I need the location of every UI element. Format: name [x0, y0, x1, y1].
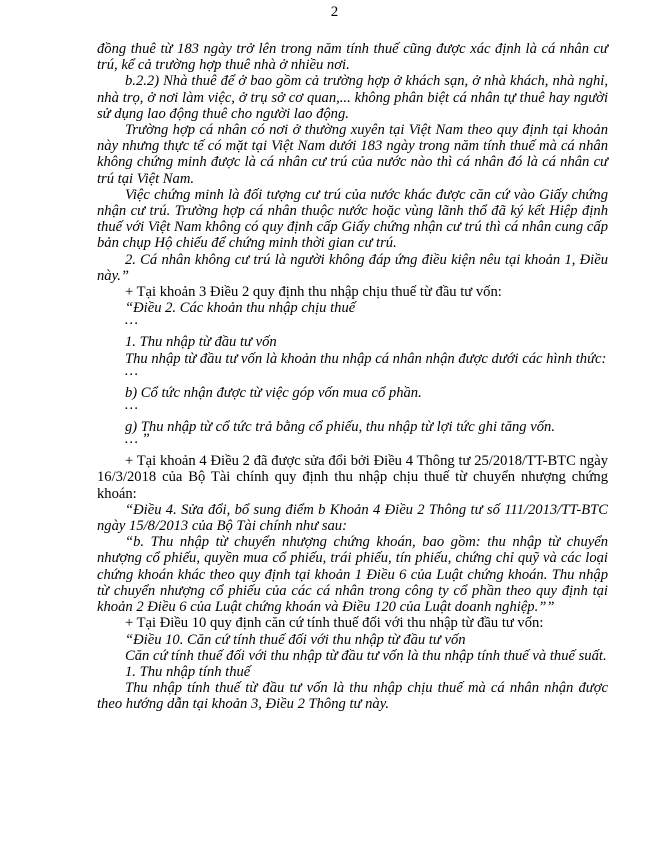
- paragraph-clause4-intro: + Tại khoản 4 Điều 2 đã được sửa đổi bởi Điều 4 Thông tư 25/2018/TT-BTC ngày 16/3/2018 của Bộ Tài chính quy định thu nhập chịu thuế từ chuyển nhượng chứng khoán:: [97, 453, 608, 502]
- paragraph-article10-intro: + Tại Điều 10 quy định căn cứ tính thuế đối với thu nhập từ đầu tư vốn:: [125, 615, 544, 632]
- quote-item-b-dividends: b) Cổ tức nhận được từ việc góp vốn mua cổ phần.: [125, 384, 422, 401]
- quote-article2-heading: “Điều 2. Các khoản thu nhập chịu thuế: [125, 300, 356, 317]
- paragraph-residence-certificate: Việc chứng minh là đối tượng cư trú của nước khác được căn cứ vào Giấy chứng nhận cư trú. Trường hợp cá nhân thuộc nước hoặc vùng lãnh thổ đã ký kết Hiệp định thuế với Việt Nam không có quy định cấp Giấy chứng nhận cư trú thì cá nhân cung cấp bản chụp Hộ chiếu để chứng minh thời gian cư trú.: [97, 186, 608, 252]
- paragraph-resident-lease-continued: đồng thuê từ 183 ngày trở lên trong năm tính thuế cũng được xác định là cá nhân cư trú, kể cả trường hợp thuê nhà ở nhiều nơi.: [97, 41, 608, 74]
- ellipsis: …: [125, 362, 138, 379]
- quote-securities-transfer-income: “b. Thu nhập từ chuyển nhượng chứng khoán, bao gồm: thu nhập từ chuyển nhượng cổ phiếu, quyền mua cổ phiếu, trái phiếu, tín phiếu, chứng chỉ quỹ và các loại chứng khoán khác theo quy định tại khoản 1 Điều 6 của Luật chứng khoán. Thu nhập từ chuyển nhượng cổ phiếu của các cá nhân trong công ty cổ phần theo quy định tại khoản 2 Điều 6 của Luật chứng khoán và Điều 120 của Luật doanh nghiệp.””: [97, 534, 608, 616]
- page-number: 2: [330, 4, 339, 20]
- paragraph-resident-under-183-days: Trường hợp cá nhân có nơi ở thường xuyên tại Việt Nam theo quy định tại khoản này nhưng thực tế có mặt tại Việt Nam dưới 183 ngày trong năm tính thuế mà cá nhân không chứng minh được là cá nhân cư trú của nước nào thì cá nhân đó là cá nhân cư trú tại Việt Nam.: [97, 122, 608, 187]
- paragraph-clause3-intro: + Tại khoản 3 Điều 2 quy định thu nhập chịu thuế từ đầu tư vốn:: [125, 284, 502, 301]
- quote-investment-income-heading: 1. Thu nhập từ đầu tư vốn: [125, 334, 277, 351]
- paragraph-b22-rented-housing: b.2.2) Nhà thuê để ở bao gồm cả trường hợp ở khách sạn, ở nhà khách, nhà nghỉ, nhà trọ, ở nơi làm việc, ở trụ sở cơ quan,... không phân biệt cá nhân tự thuê hay người sử dụng lao động thuê cho người lao động.: [97, 73, 608, 122]
- quote-investment-income-definition: Thu nhập từ đầu tư vốn là khoản thu nhập cá nhân nhận được dưới các hình thức:: [125, 350, 607, 367]
- ellipsis-close-quote: … ”: [125, 431, 150, 448]
- quote-article10-heading: “Điều 10. Căn cứ tính thuế đối với thu nhập từ đầu tư vốn: [125, 631, 466, 648]
- ellipsis: …: [125, 397, 138, 414]
- document-body: [97, 41, 608, 713]
- ellipsis: …: [125, 312, 138, 329]
- quote-taxable-income-definition: Thu nhập tính thuế từ đầu tư vốn là thu nhập chịu thuế mà cá nhân nhận được theo hướng dẫn tại khoản 3, Điều 2 Thông tư này.: [97, 680, 608, 713]
- quote-article4-amendment: “Điều 4. Sửa đổi, bổ sung điểm b Khoản 4 Điều 2 Thông tư số 111/2013/TT-BTC ngày 15/8/2013 của Bộ Tài chính như sau:: [97, 501, 608, 535]
- quote-tax-basis: Căn cứ tính thuế đối với thu nhập từ đầu tư vốn là thu nhập tính thuế và thuế suất.: [125, 647, 607, 664]
- quote-item-g-stock-dividends: g) Thu nhập từ cổ tức trả bằng cổ phiếu, thu nhập từ lợi tức ghi tăng vốn.: [125, 419, 555, 436]
- quote-taxable-income-heading: 1. Thu nhập tính thuế: [125, 663, 251, 680]
- paragraph-non-resident: 2. Cá nhân không cư trú là người không đáp ứng điều kiện nêu tại khoản 1, Điều này.”: [97, 251, 608, 284]
